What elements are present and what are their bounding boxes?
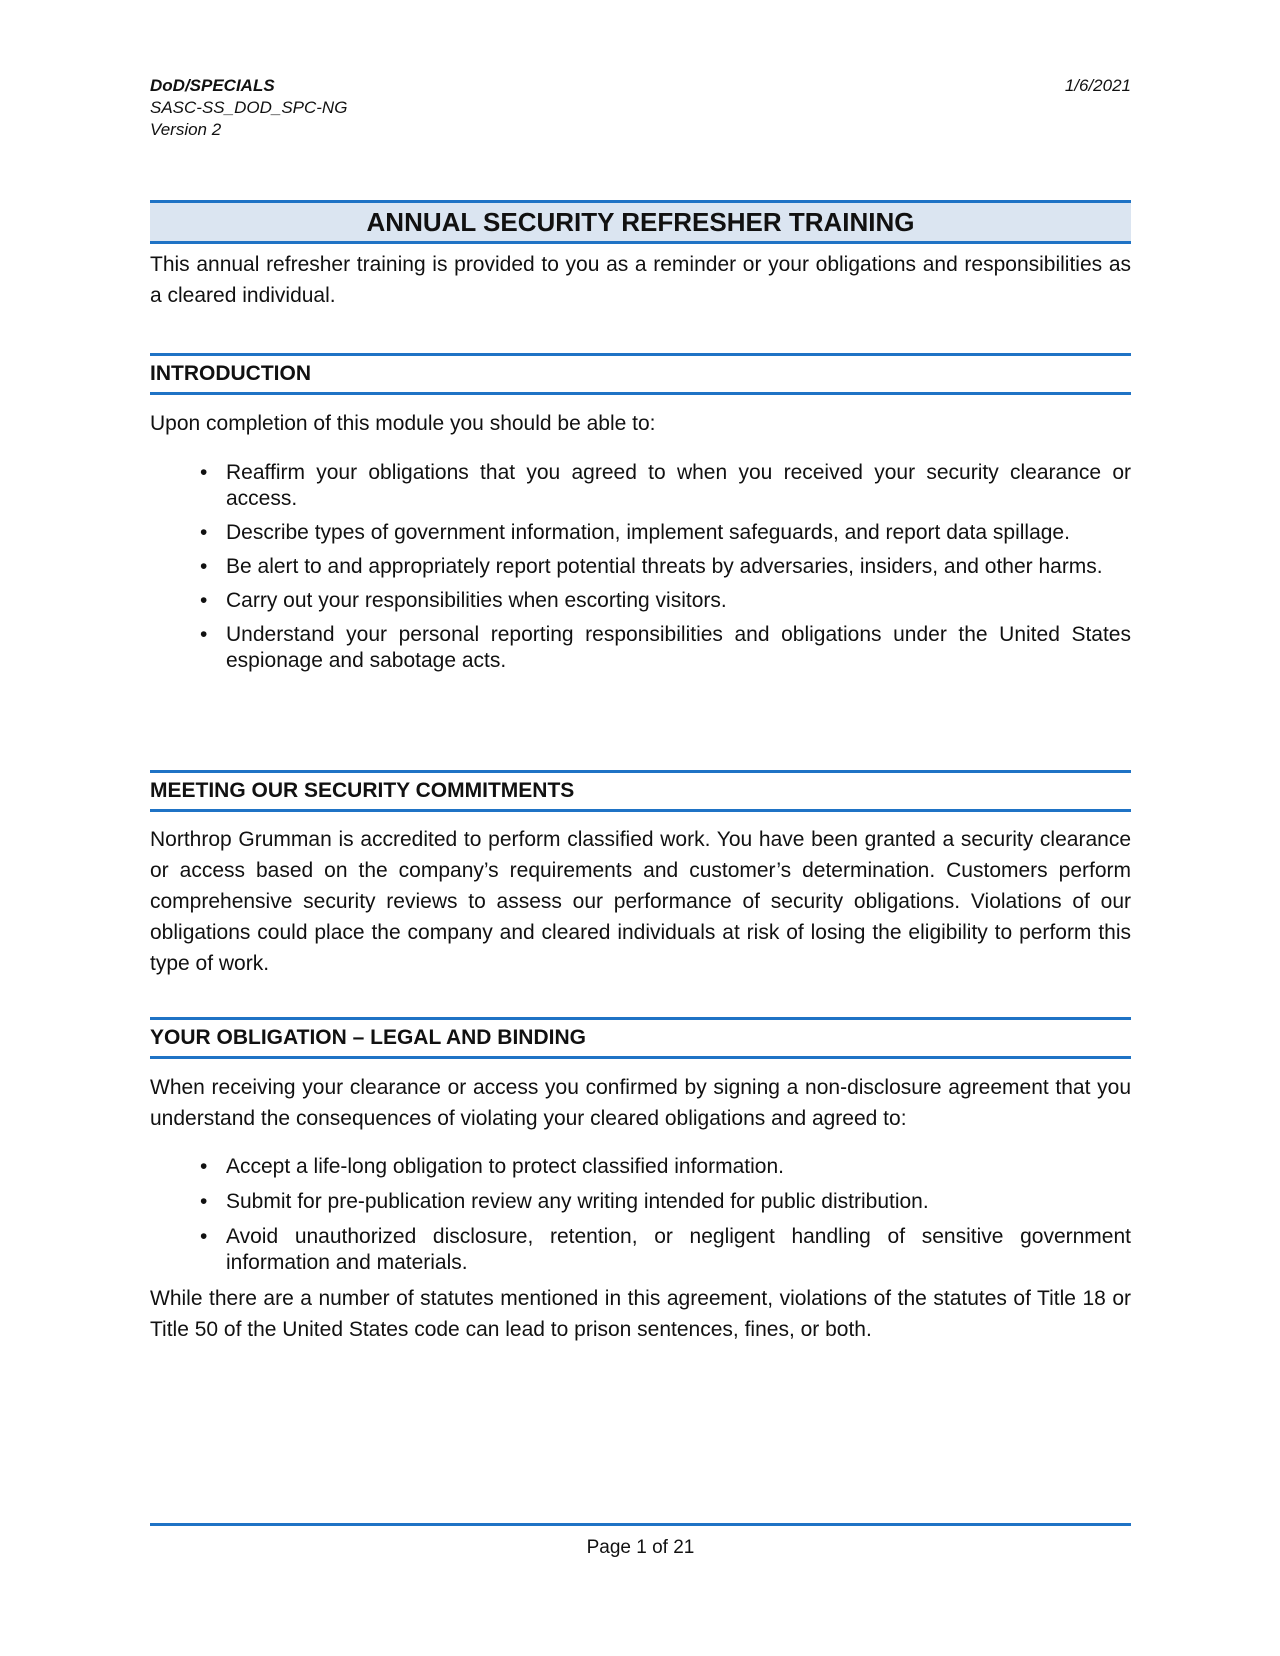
bullet-icon: • <box>200 1155 208 1178</box>
page-title: ANNUAL SECURITY REFRESHER TRAINING <box>366 207 915 237</box>
obligation-bullet-list <box>150 1154 1131 1276</box>
list-item: • Reaffirm your obligations that you agreed to when you received your security clearance or access. <box>200 461 1131 510</box>
bullet-icon: • <box>200 555 208 578</box>
doc-id: SASC-SS_DOD_SPC-NG <box>150 98 348 117</box>
bullet-icon: • <box>200 461 208 484</box>
list-item: • Avoid unauthorized disclosure, retention, or negligent handling of sensitive government information and materials. <box>200 1225 1131 1274</box>
title-band <box>150 200 1131 244</box>
doc-version: Version 2 <box>150 120 222 139</box>
doc-code: DoD/SPECIALS <box>150 76 275 95</box>
bullet-icon: • <box>200 1225 208 1248</box>
bullet-icon: • <box>200 589 208 612</box>
list-item: • Understand your personal reporting responsibilities and obligations under the United States espionage and sabotage acts. <box>200 623 1131 672</box>
obligation-closing: While there are a number of statutes mentioned in this agreement, violations of the statutes of Title 18 or Title 50 of the United States code can lead to prison sentences, fines, or both. <box>150 1287 1131 1341</box>
bullet-icon: • <box>200 521 208 544</box>
introduction-lead: Upon completion of this module you should be able to: <box>150 412 656 435</box>
footer-divider <box>150 1523 1131 1526</box>
doc-date: 1/6/2021 <box>1064 76 1131 95</box>
intro-paragraph: This annual refresher training is provided to you as a reminder or your obligations and responsibilities as a cleared individual. <box>150 253 1131 307</box>
section-heading-obligation <box>150 1017 1131 1059</box>
list-item: • Describe types of government information, implement safeguards, and report data spillage. <box>200 521 1070 544</box>
list-item: • Be alert to and appropriately report potential threats by adversaries, insiders, and other harms. <box>200 555 1103 578</box>
commitments-body: Northrop Grumman is accredited to perform classified work. You have been granted a security clearance or access based on the company’s requirements and customer’s determination. Customers perform comprehensive security reviews to assess our performance of security obligations. Violations of our obligations could place the company and cleared individuals at risk of losing the eligibility to perform this type of work. <box>150 828 1131 975</box>
page-number: Page 1 of 21 <box>586 1537 695 1558</box>
obligation-lead: When receiving your clearance or access you confirmed by signing a non-disclosure agreement that you understand the consequences of violating your cleared obligations and agreed to: <box>150 1076 1131 1130</box>
introduction-bullet-list <box>150 460 1131 674</box>
section-heading-text: YOUR OBLIGATION – LEGAL AND BINDING <box>150 1026 586 1049</box>
list-item: • Submit for pre-publication review any writing intended for public distribution. <box>200 1190 929 1213</box>
section-heading-text: INTRODUCTION <box>150 362 311 385</box>
document-header <box>150 75 1131 141</box>
bullet-icon: • <box>200 1190 208 1213</box>
section-heading-text: MEETING OUR SECURITY COMMITMENTS <box>150 779 575 802</box>
bullet-icon: • <box>200 623 208 646</box>
section-heading-introduction <box>150 353 1131 395</box>
section-heading-commitments <box>150 770 1131 812</box>
list-item: • Carry out your responsibilities when escorting visitors. <box>200 589 727 612</box>
list-item: • Accept a life-long obligation to protect classified information. <box>200 1155 784 1178</box>
